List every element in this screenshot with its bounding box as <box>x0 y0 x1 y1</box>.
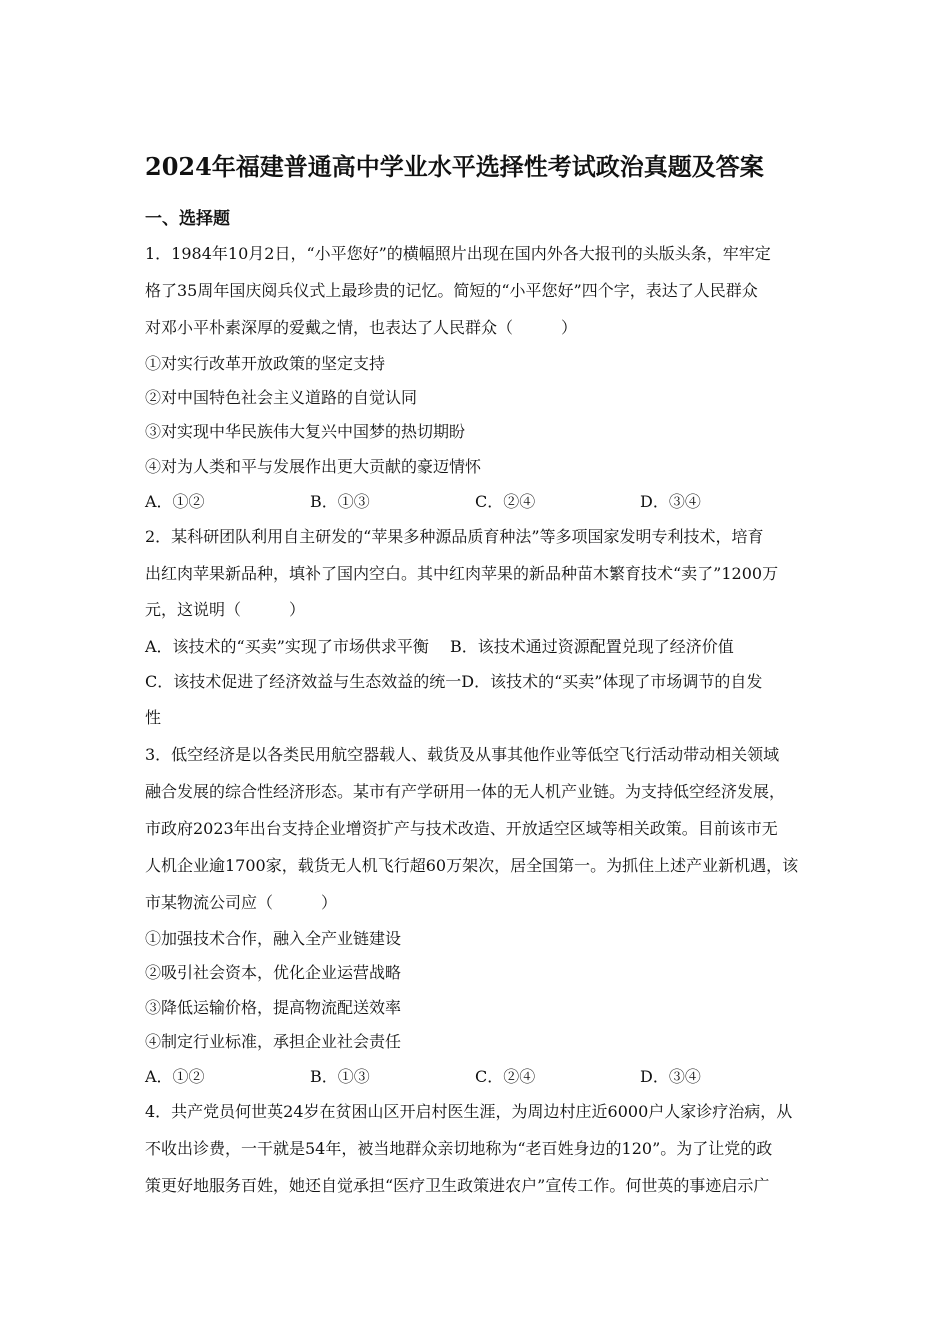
q3-stem-line-1: 3．低空经济是以各类民用航空器载人、载货及从事其他作业等低空飞行活动带动相关领域 <box>145 745 780 764</box>
q2-stem-line-3: 元，这说明（ ） <box>145 600 306 619</box>
q3-option-c: C．②④ <box>475 1067 536 1086</box>
q1-stem-line-3: 对邓小平朴素深厚的爱戴之情，也表达了人民群众（ ） <box>145 318 578 337</box>
q4-stem-line-2: 不收出诊费，一干就是54年，被当地群众亲切地称为“老百姓身边的120”。为了让党的政 <box>145 1139 773 1158</box>
q1-stem-line-1: 1．1984年10月2日，“小平您好”的横幅照片出现在国内外各大报刊的头版头条，牢牢定 <box>145 244 771 263</box>
q1-option-c: C．②④ <box>475 492 536 511</box>
q3-item-2: ②吸引社会资本，优化企业运营战略 <box>145 963 402 982</box>
q3-stem-line-3: 市政府2023年出台支持企业增资扩产与技术改造、开放适空区域等相关政策。目前该市无 <box>145 819 778 838</box>
section-heading: 一、选择题 <box>145 209 230 229</box>
q2-stem-line-1: 2．某科研团队利用自主研发的“苹果多种源品质育种法”等多项国家发明专利技术，培育 <box>145 527 764 546</box>
q1-option-b: B．①③ <box>310 492 370 511</box>
q1-item-2: ②对中国特色社会主义道路的自觉认同 <box>145 388 418 407</box>
q1-option-a: A．①② <box>145 492 205 511</box>
q4-stem-line-3: 策更好地服务百姓，她还自觉承担“医疗卫生政策进农户”宣传工作。何世英的事迹启示广 <box>145 1176 770 1195</box>
document-title: 2024年福建普通高中学业水平选择性考试政治真题及答案 <box>145 152 764 181</box>
q2-option-line-3: 性 <box>145 708 162 727</box>
q3-stem-line-2: 融合发展的综合性经济形态。某市有产学研用一体的无人机产业链。为支持低空经济发展， <box>145 782 786 801</box>
q2-option-line-2: C．该技术促进了经济效益与生态效益的统一D．该技术的“买卖”体现了市场调节的自发 <box>145 672 763 691</box>
q1-item-4: ④对为人类和平与发展作出更大贡献的豪迈情怀 <box>145 457 482 476</box>
q3-stem-line-4: 人机企业逾1700家，载货无人机飞行超60万架次，居全国第一。为抓住上述产业新机遇，该 <box>145 856 799 875</box>
q1-item-3: ③对实现中华民族伟大复兴中国梦的热切期盼 <box>145 422 466 441</box>
q3-option-d: D．③④ <box>640 1067 701 1086</box>
q2-stem-line-2: 出红肉苹果新品种，填补了国内空白。其中红肉苹果的新品种苗木繁育技术“卖了”1200万 <box>145 564 779 583</box>
q3-stem-line-5: 市某物流公司应（ ） <box>145 893 338 912</box>
q4-stem-line-1: 4．共产党员何世英24岁在贫困山区开启村医生涯，为周边村庄近6000户人家诊疗治病，从 <box>145 1102 793 1121</box>
q3-item-4: ④制定行业标准，承担企业社会责任 <box>145 1032 402 1051</box>
q1-stem-line-2: 格了35周年国庆阅兵仪式上最珍贵的记忆。简短的“小平您好”四个字，表达了人民群众 <box>145 281 758 300</box>
q2-option-line-1: A．该技术的“买卖”实现了市场供求平衡 B．该技术通过资源配置兑现了经济价值 <box>145 637 734 656</box>
q3-item-1: ①加强技术合作，融入全产业链建设 <box>145 929 402 948</box>
q3-option-b: B．①③ <box>310 1067 370 1086</box>
q1-option-d: D．③④ <box>640 492 701 511</box>
q1-item-1: ①对实行改革开放政策的坚定支持 <box>145 354 386 373</box>
q3-item-3: ③降低运输价格，提高物流配送效率 <box>145 998 402 1017</box>
q3-option-a: A．①② <box>145 1067 205 1086</box>
